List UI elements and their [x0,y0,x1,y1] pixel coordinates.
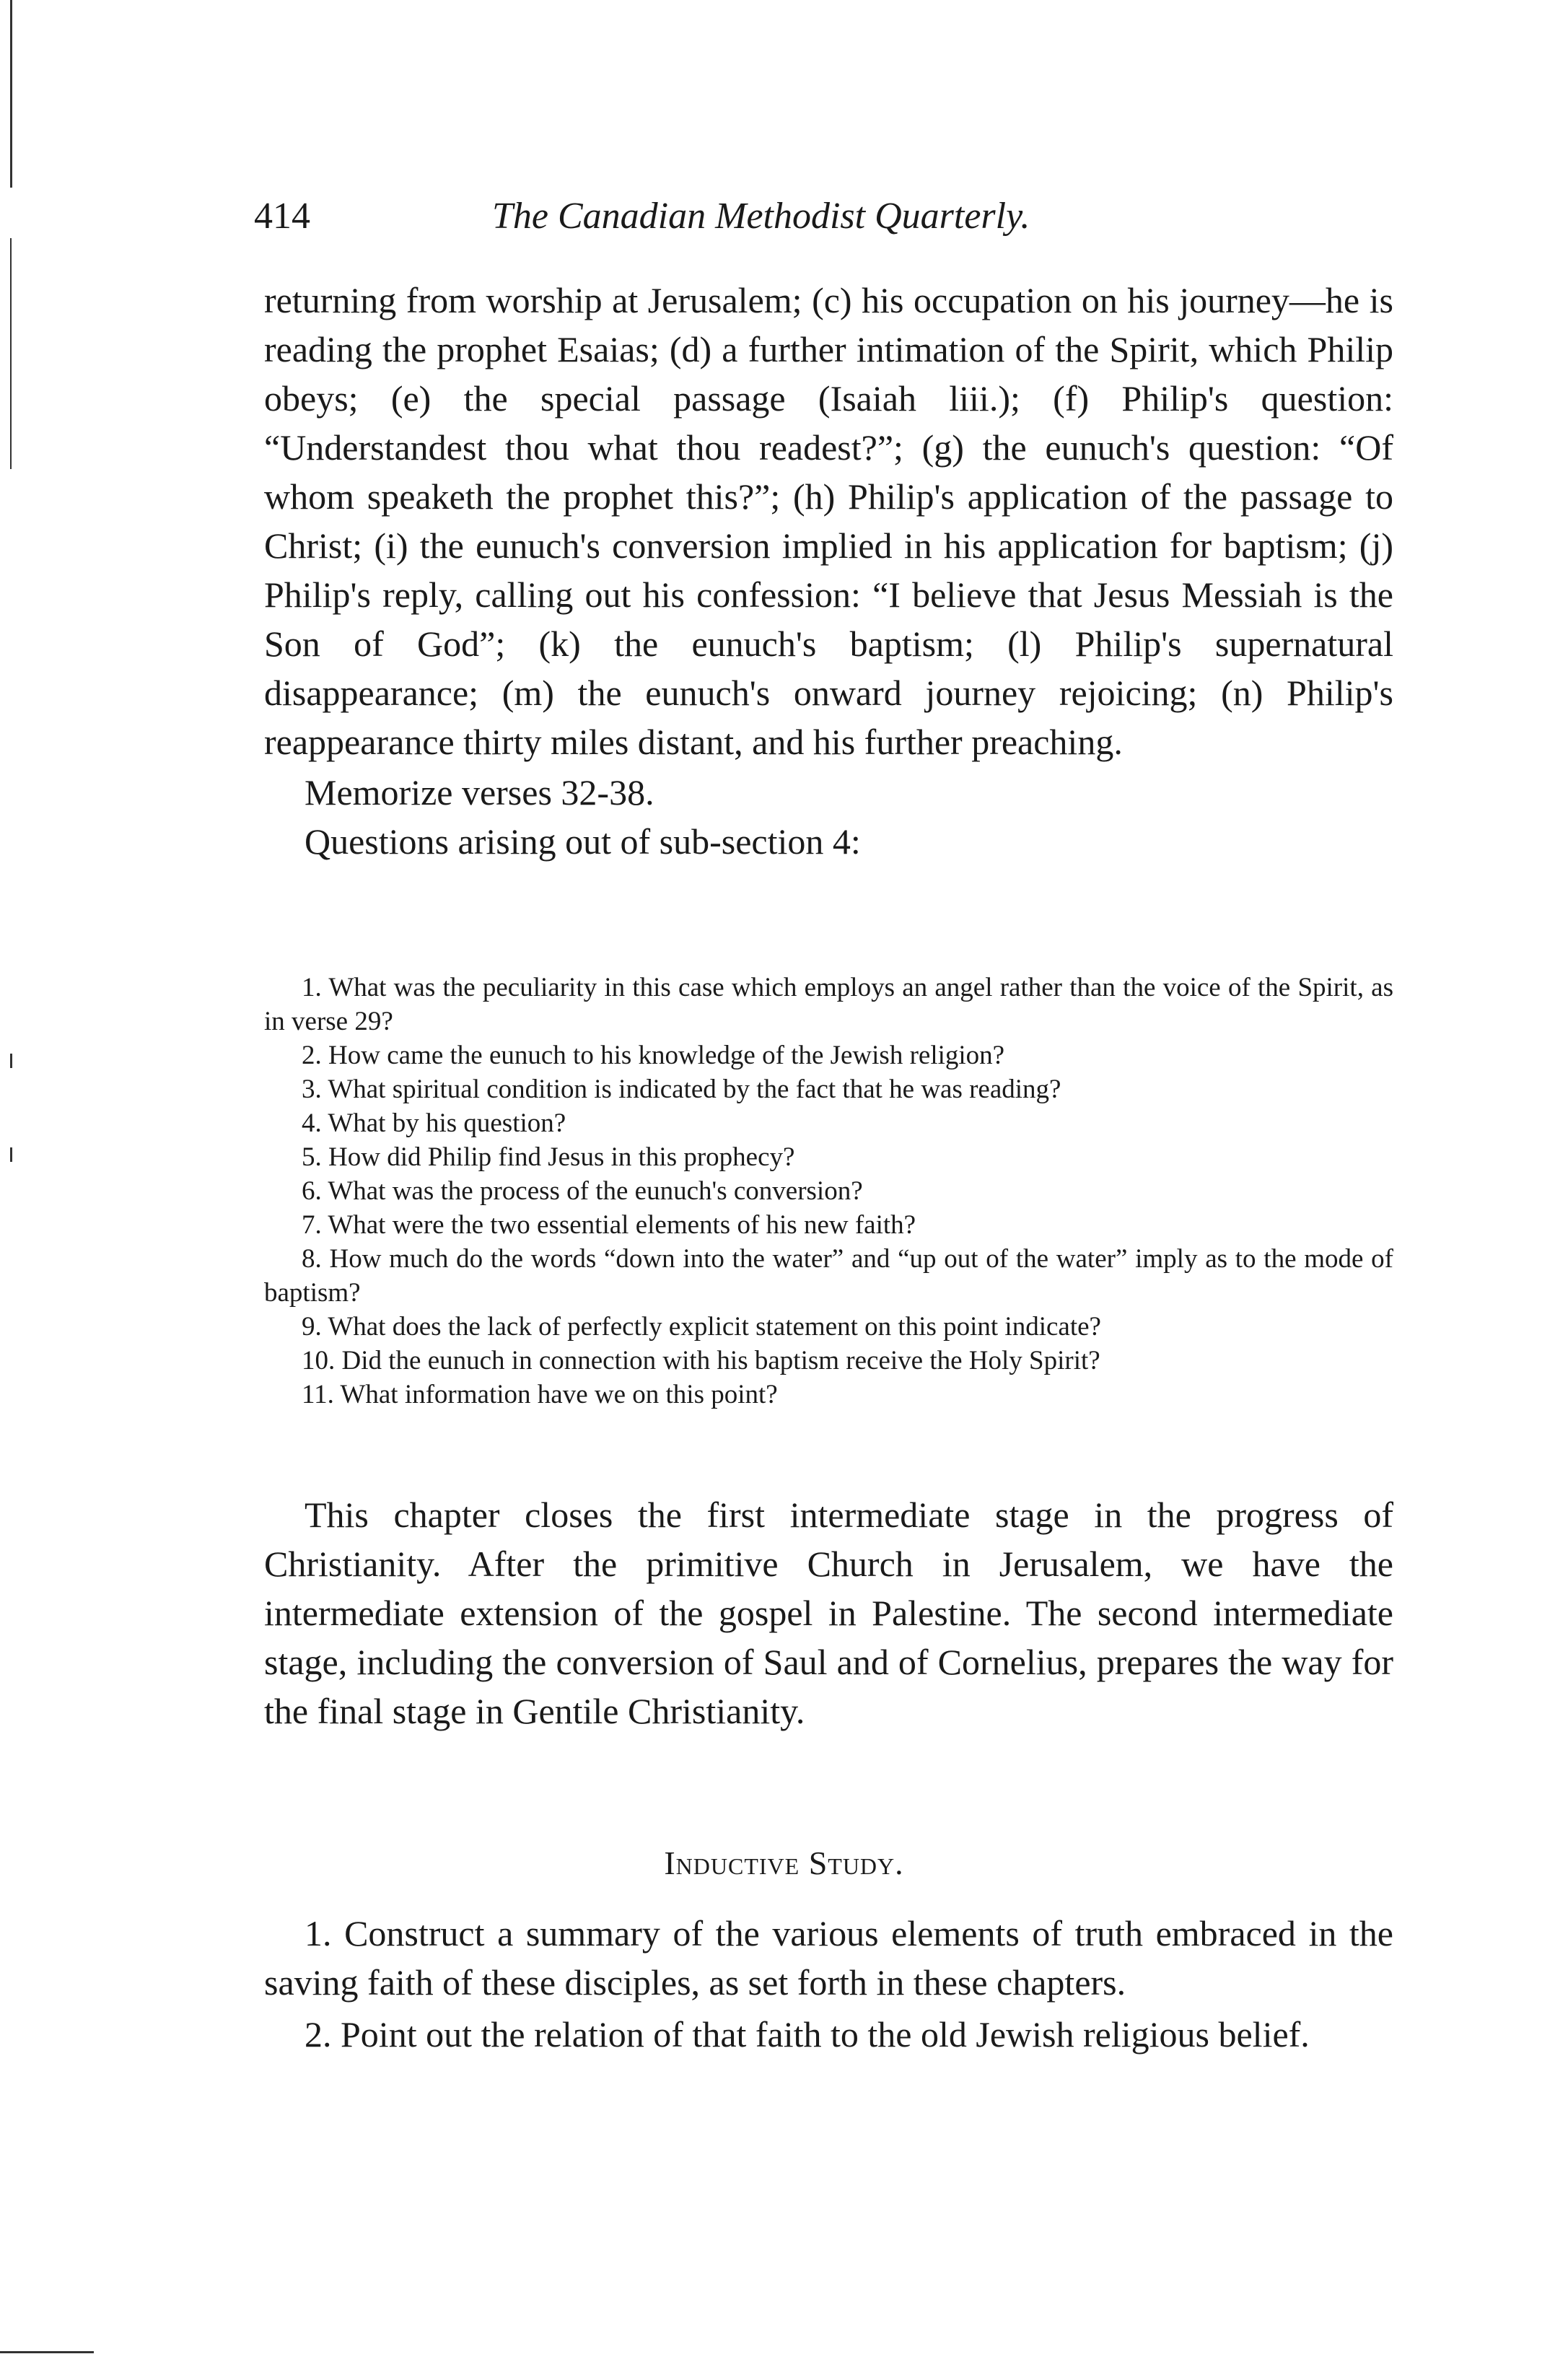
list-item: 2. How came the eunuch to his knowledge of the Jewish religion? [302,1041,1005,1070]
list-item: 1. Construct a summary of the various elements of truth embraced in the saving faith of these disciples, as set forth in these chapters. [264,1913,1393,2003]
list-item: 1. What was the peculiarity in this case which employs an angel rather than the voice of the Spirit, as in verse 29? [264,973,1393,1036]
list-item: 4. What by his question? [302,1108,566,1138]
scan-edge-mark [10,1054,12,1068]
list-item: 9. What does the lack of perfectly explicit statement on this point indicate? [302,1312,1101,1342]
body-text-bottom [264,1909,1393,2059]
running-header [254,195,1380,253]
question-list [264,971,1393,1412]
scan-edge-mark [10,1147,12,1162]
body-text-middle [264,1490,1393,1736]
page-number: 414 [254,196,310,237]
memorize-line: Memorize verses 32-38. [305,772,654,813]
list-item: 5. How did Philip find Jesus in this prophecy? [302,1142,795,1172]
journal-title: The Canadian Methodist Quarterly. [492,196,1030,237]
scan-edge-mark [10,238,12,469]
scan-edge-mark [0,2351,94,2353]
list-item: 7. What were the two essential elements of his new faith? [302,1210,916,1240]
list-item: 6. What was the process of the eunuch's conversion? [302,1176,863,1206]
questions-intro: Questions arising out of sub-section 4: [305,821,861,862]
list-item: 8. How much do the words “down into the water” and “up out of the water” imply as to the mode of baptism? [264,1244,1393,1308]
section-heading: Inductive Study. [664,1845,904,1881]
paragraph: This chapter closes the first intermediate stage in the progress of Christianity. After the primitive Church in Jerusalem, we have the intermediate extension of the gospel in Palestine. The second intermediate stage, including the conversion of Saul and of Cornelius, prepares the way for the final stage in Gentile Christianity. [264,1495,1393,1731]
list-item: 3. What spiritual condition is indicated by the fact that he was reading? [302,1075,1061,1104]
list-item: 10. Did the eunuch in connection with his baptism receive the Holy Spirit? [302,1346,1100,1375]
paragraph: returning from worship at Jerusalem; (c) his occupation on his journey—he is reading the prophet Esaias; (d) a further intimation of the Spirit, which Philip obeys; (e) the special passage (Isaiah liii.); (f) Philip's question: “Understandest thou what thou readest?”; (g) the eunuch's question: “Of whom speaketh the prophet this?”; (h) Philip's application of the passage to Christ; (i) the eunuch's conversion implied in his application for baptism; (j) Philip's reply, calling out his confession: “I believe that Jesus Messiah is the Son of God”; (k) the eunuch's baptism; (l) Philip's supernatural disappearance; (m) the eunuch's onward journey rejoicing; (n) Philip's reappearance thirty miles distant, and his further preaching. [264,280,1393,762]
body-text-top [264,276,1393,866]
list-item: 11. What information have we on this point? [302,1380,778,1409]
list-item: 2. Point out the relation of that faith to the old Jewish religious belief. [305,2014,1310,2055]
scan-edge-mark [10,0,12,188]
